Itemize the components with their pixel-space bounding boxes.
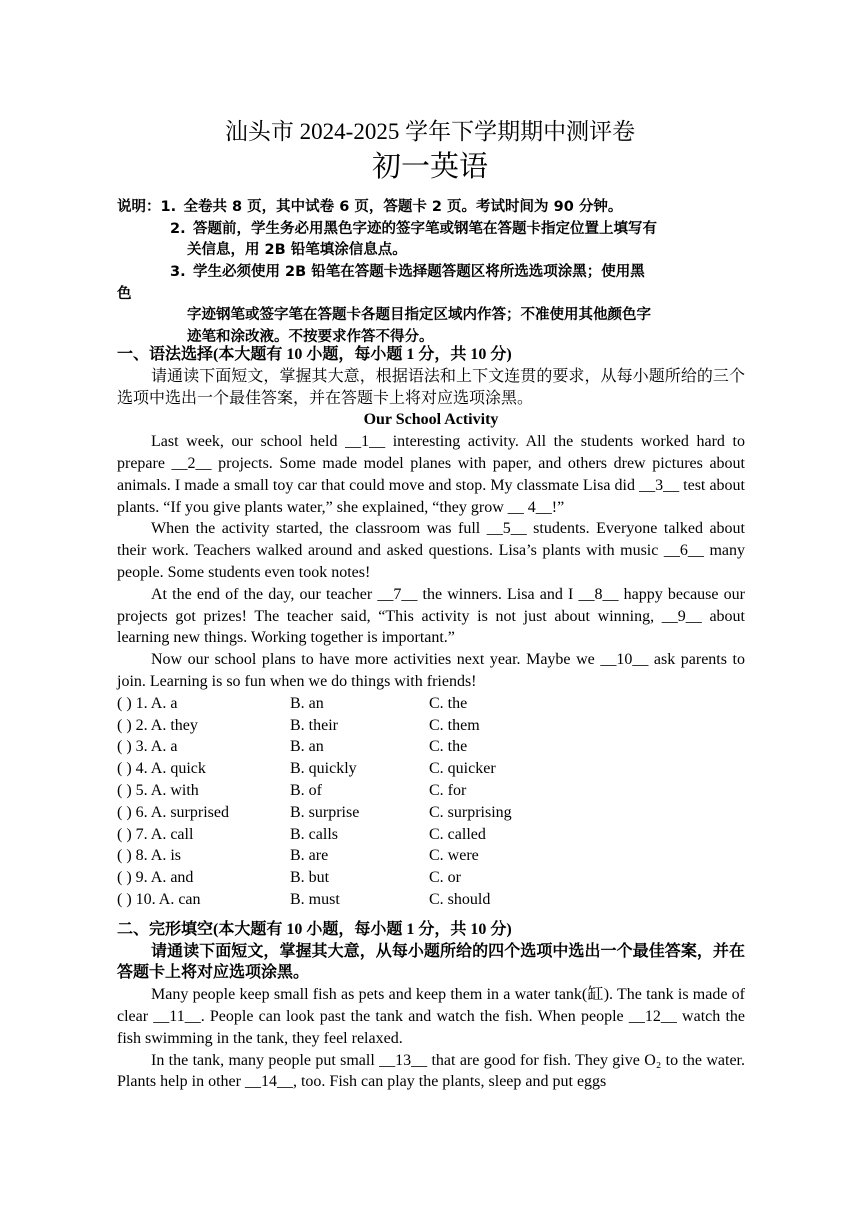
- option-b: B. quickly: [290, 760, 357, 778]
- option-row: [117, 693, 745, 715]
- section-gap: [117, 911, 745, 919]
- passage-paragraph: Now our school plans to have more activities next year. Maybe we __10__ ask parents to join. Learning is so fun when we do things with friends!: [117, 651, 745, 690]
- option-b: B. of: [290, 781, 322, 799]
- passage-paragraph: Last week, our school held __1__ interesting activity. All the students worked hard to prepare __2__ projects. Some made model planes with paper, and others drew pictures about animals. I made a small toy car that could move and stop. My classmate Lisa did __3__ test about plants. “If you give plants water,” she explained, “they grow __ 4__!”: [117, 433, 745, 516]
- option-a: ( ) 7. A. call: [117, 825, 194, 843]
- passage-paragraph: At the end of the day, our teacher __7__ the winners. Lisa and I __8__ happy because our projects got prizes! The teacher said, “This activity is not just about winning, __9__ about learning new things. Working together is important.”: [117, 585, 745, 647]
- option-c: C. should: [429, 890, 491, 908]
- instruction-text: 全卷共 8 页，其中试卷 6 页，答题卡 2 页。考试时间为 90 分钟。: [183, 199, 623, 215]
- passage-paragraph: Many people keep small fish as pets and keep them in a water tank(缸). The tank is made of clear __11__. People can look past the tank and watch the fish. When people __12__ watch the fish swimming in the tank, they feel relaxed.: [117, 986, 745, 1047]
- option-a: ( ) 6. A. surprised: [117, 803, 229, 821]
- option-a: ( ) 10. A. can: [117, 890, 201, 908]
- option-a: ( ) 3. A. a: [117, 738, 178, 756]
- section2-directions: 请通读下面短文，掌握其大意，从每小题所给的四个选项中选出一个最佳答案，并在答题卡上将对应选项涂黑。: [117, 942, 745, 982]
- option-b: B. their: [290, 716, 338, 734]
- option-c: C. the: [429, 738, 468, 756]
- passage-paragraph: When the activity started, the classroom was full __5__ students. Everyone talked about their work. Teachers walked around and asked questions. Lisa’s plants with music __6__ many people. Some students even took notes!: [117, 520, 745, 581]
- option-row: [117, 845, 745, 867]
- option-b: B. are: [290, 847, 329, 865]
- option-row: [117, 802, 745, 824]
- option-b: B. but: [290, 869, 330, 887]
- option-c: C. called: [429, 825, 486, 843]
- option-c: C. surprising: [429, 803, 512, 821]
- option-b: B. an: [290, 738, 324, 756]
- option-row: [117, 889, 745, 911]
- instruction-1: [117, 197, 747, 219]
- passage-paragraph: In the tank, many people put small __13__ that are good for fish. They give O₂ to the water. Plants help in other __14__, too. Fish can play the plants, sleep and put eggs: [117, 1051, 745, 1091]
- option-row: [117, 715, 745, 737]
- instruction-2-cont: 关信息，用 2B 铅笔填涂信息点。: [187, 242, 407, 259]
- instructions: [117, 197, 747, 349]
- option-a: ( ) 2. A. they: [117, 716, 198, 734]
- option-a: ( ) 8. A. is: [117, 847, 181, 865]
- option-b: B. surprise: [290, 803, 360, 821]
- section1-heading: 一、语法选择(本大题有 10 小题，每小题 1 分，共 10 分): [117, 346, 512, 363]
- instruction-2: [117, 219, 747, 241]
- instruction-3-cont: 字迹钢笔或签字笔在答题卡各题目指定区域内作答；不准使用其他颜色字: [187, 307, 651, 324]
- option-c: C. or: [429, 869, 461, 887]
- exam-content: [117, 344, 745, 1093]
- option-row: [117, 736, 745, 758]
- instructions-label: 说明：: [117, 199, 161, 215]
- option-a: ( ) 4. A. quick: [117, 760, 206, 778]
- option-b: B. calls: [290, 825, 338, 843]
- options-list: [117, 693, 745, 911]
- instruction-number: 1.: [160, 199, 177, 215]
- subject-title: 初一英语: [371, 151, 488, 183]
- option-b: B. must: [290, 890, 340, 908]
- instruction-text: 答题前，学生务必用黑色字迹的签字笔或钢笔在答题卡指定位置上填写有: [193, 220, 657, 237]
- option-c: C. them: [429, 716, 480, 734]
- option-c: C. were: [429, 847, 479, 865]
- instruction-3: [117, 262, 747, 284]
- option-a: ( ) 9. A. and: [117, 869, 194, 887]
- instruction-number: 3.: [170, 264, 186, 281]
- option-b: B. an: [290, 694, 324, 712]
- option-c: C. the: [429, 694, 468, 712]
- instruction-number: 2.: [170, 220, 186, 237]
- exam-title: 汕头市 2024-2025 学年下学期期中测评卷: [224, 119, 636, 144]
- section2-heading: 二、完形填空(本大题有 10 小题，每小题 1 分，共 10 分): [117, 920, 512, 938]
- passage-title: Our School Activity: [363, 411, 499, 429]
- option-c: C. quicker: [429, 760, 496, 778]
- option-row: [117, 780, 745, 802]
- instruction-text: 学生必须使用 2B 铅笔在答题卡选择题答题区将所选选项涂黑；使用黑: [193, 264, 645, 281]
- option-row: [117, 824, 745, 846]
- section1-directions: 请通读下面短文，掌握其大意，根据语法和上下文连贯的要求，从每小题所给的三个选项中选出一个最佳答案，并在答题卡上将对应选项涂黑。: [117, 367, 745, 407]
- option-row: [117, 758, 745, 780]
- option-a: ( ) 1. A. a: [117, 694, 178, 712]
- instruction-3-overflow: 色: [117, 285, 132, 302]
- option-c: C. for: [429, 781, 467, 799]
- option-a: ( ) 5. A. with: [117, 781, 199, 799]
- instruction-3-cont2: 迹笔和涂改液。不按要求作答不得分。: [187, 329, 434, 346]
- option-row: [117, 867, 745, 889]
